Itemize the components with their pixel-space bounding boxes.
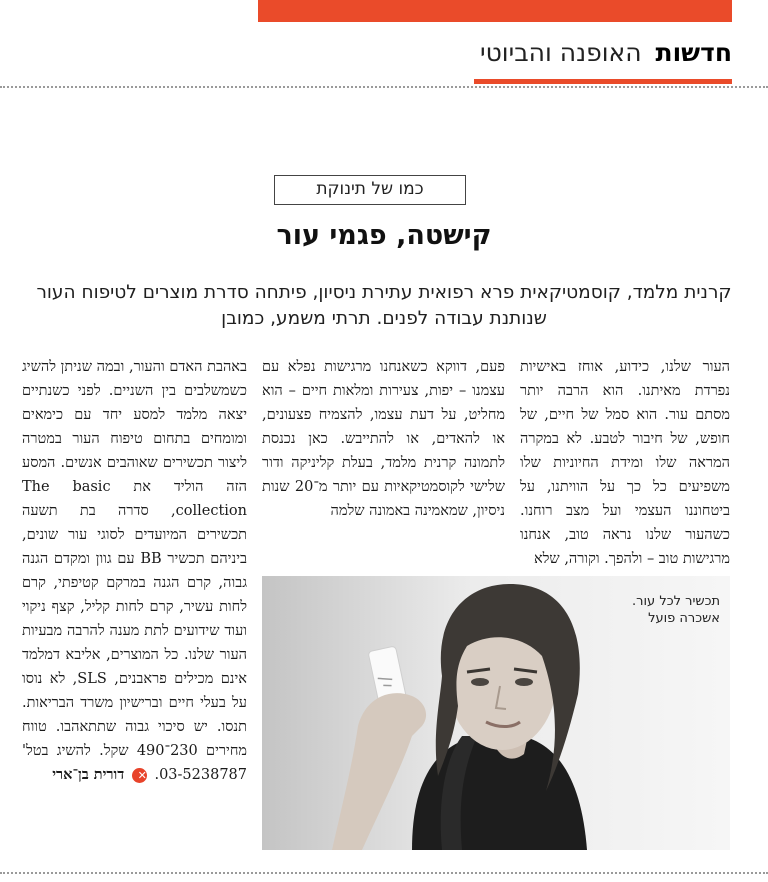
article-column-3 [22,355,247,860]
section-name: חדשות [655,38,732,67]
end-mark-icon: ✕ [132,768,147,783]
photo-caption [632,593,720,627]
article-column-3-text: באהבת האדם והעור, ובמה שניתן להשיג כשמשלבים בין השניים. לפני כשנתיים יצאה מלמד למסע יחד עם כימאים ומומחים בתחום טיפוח העור במטרה ליצור תכשירים שאוהבים אנשים. המסע הזה הוליד את The basic collection, סדרה בת תשעה תכשירים המיועדים לסוגי עור שונים, ביניהם תכשיר BB עם גוון ומקדם הגנה גבוה, קרם הגנה במרקם קטיפתי, קרם לחות עשיר, קרם לחות קליל, קצף ניקוי ועוד שידועים לתת מענה להרבה מבעיות העור שלנו. כל המוצרים, אליבא דמלמד אינם מכילים פראבנים, SLS, לא נוסו על בעלי חיים וברישיון משרד הבריאות. תנסו. יש סיכוי גבוה שתתאהבו. טווח מחירים 230־490 שקל. להשיג בטל' 03-5238787. [22,359,247,783]
article-headline: קישטה, פגמי עור [276,220,492,251]
author-byline: דורית בן־ארי [52,766,125,783]
photo-caption-line-1: תכשיר לכל עור. [632,594,720,609]
photo-caption-line-2: אשכרה פועל [648,611,720,626]
article-lede: קרנית מלמד, קוסמטיקאית פרא רפואית עתירת ניסיון, פיתחה סדרת מוצרים לטיפוח העור שנותנת עבודה לפנים. תרתי משמע, כמובן [36,282,732,329]
article-kicker: כמו של תינוקת [274,175,466,205]
bottom-divider [0,872,768,874]
top-accent-bar [258,0,732,22]
article-column-2: פעם, דווקא כשאנחנו מרגישות נפלא עם עצמנו – יפות, צעירות ומלאות חיים – הוא מחליט, על דעת עצמו, להצמיח פצעונים, או להאדים, או להתייבש. כאן נכנסת לתמונה קרנית מלמד, בעלת קליניקה ודור שלישי לקוסמטיקאיות עם יותר מ־20 שנות ניסיון, שמאמינה באמונה שלמה [262,359,505,519]
article-column-1: העור שלנו, כידוע, אוחז באישיות נפרדת מאיתנו. הוא הרבה יותר מסתם עור. הוא סמל של חיים, של חופש, של חיבור לטבע. לא במקרה המראה שלו ומידת החיוניות שלו משפיעים כל כך על הוויתנו, על ביטחוננו העצמי ועל מצב רוחנו. כשהעור שלנו נראה טוב, אנחנו מרגישות טוב – ולהפך. וקורה, שלא [520,359,730,567]
section-subname: האופנה והביוטי [479,38,642,67]
section-underline [474,79,732,84]
section-header [480,38,732,67]
top-divider [0,86,768,88]
